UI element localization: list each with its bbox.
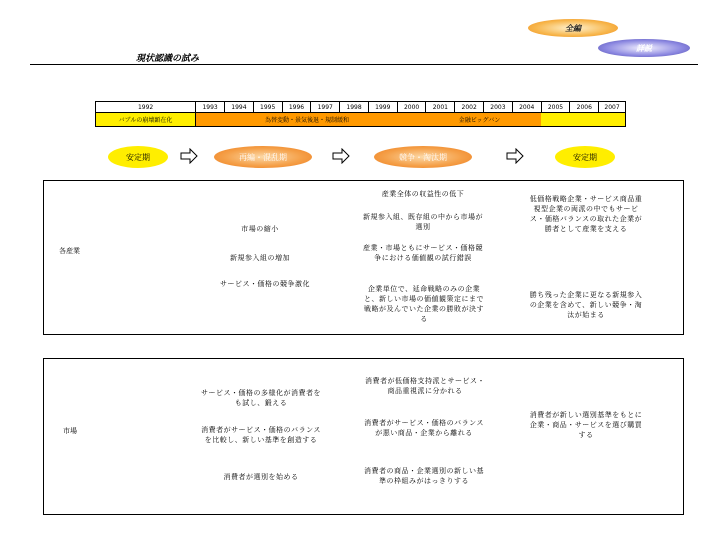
industry-col2-item: サービス・価格の競争激化	[220, 280, 310, 288]
band-shock: 為替変動・景気後退・規制緩和	[196, 113, 418, 126]
market-label: 市場	[63, 427, 77, 435]
all-edition-label: 全編	[565, 23, 581, 33]
phase-stable-2: 安定期	[555, 146, 615, 168]
market-col3-item: 消費者が低価格支持派とサービス・商品重視派に分かれる	[365, 377, 485, 395]
industry-col4-item: 低価格戦略企業・サービス商品重視型企業の両派の中でもサービス・価格バランスの取れた企業が勝者として産業を支える	[529, 195, 643, 233]
phase-stable-1: 安定期	[108, 146, 168, 168]
year-cell: 1993	[195, 102, 224, 112]
phase-reorg: 再編・混乱期	[214, 146, 312, 168]
title-divider	[30, 64, 698, 65]
page-title: 現状認識の試み	[136, 54, 200, 64]
year-cell: 1995	[253, 102, 282, 112]
year-cell: 1998	[339, 102, 368, 112]
detail-label: 詳説	[636, 43, 652, 53]
market-col2-item: サービス・価格の多様化が消費者をも試し、鍛える	[201, 389, 321, 407]
arrow-right-icon	[506, 148, 524, 164]
year-cell: 2001	[425, 102, 454, 112]
year-cell: 2003	[483, 102, 512, 112]
market-col2-item: 消費者が選別を始める	[223, 473, 299, 481]
industry-col3-item: 産業全体の収益性の低下	[381, 190, 465, 198]
year-cell: 1994	[224, 102, 253, 112]
band-bubble: バブルの崩壊顕在化	[96, 113, 196, 126]
phase-competition: 競争・淘汰期	[374, 146, 472, 168]
industry-col3-item: 新規参入組、既存組の中から市場が選別	[363, 213, 483, 231]
industry-col3-item: 産業・市場ともにサービス・価格競争における価値観の試行錯誤	[363, 244, 483, 262]
band-end	[541, 113, 625, 126]
year-cell: 1996	[282, 102, 311, 112]
year-cell: 2005	[541, 102, 570, 112]
year-cell: 1999	[368, 102, 397, 112]
year-cell: 2002	[454, 102, 483, 112]
market-col2-item: 消費者がサービス・価格のバランスを比較し、新しい基準を創造する	[201, 426, 321, 444]
all-edition-badge[interactable]	[528, 19, 618, 37]
year-cell: 1997	[310, 102, 339, 112]
market-col3-item: 消費者の商品・企業選別の新しい基準の枠組みがはっきりする	[364, 467, 484, 485]
year-cell: 2004	[512, 102, 541, 112]
band-bigbang: 金融ビッグバン	[418, 113, 541, 126]
industry-col2-item: 市場の縮小	[241, 225, 279, 233]
year-cell: 2000	[397, 102, 426, 112]
industry-col4-item: 勝ち残った企業に更なる新規参入の企業を含めて、新しい競争・淘汰が始まる	[529, 291, 643, 319]
arrow-right-icon	[180, 148, 198, 164]
industry-label: 各産業	[59, 247, 80, 255]
timeline-years	[95, 101, 626, 113]
detail-badge[interactable]	[598, 39, 690, 57]
year-cell: 2006	[569, 102, 598, 112]
year-cell: 1992	[137, 103, 154, 111]
timeline-bands	[95, 113, 626, 127]
industry-col2-item: 新規参入組の増加	[230, 254, 290, 262]
industry-col3-item: 企業単位で、延命戦略のみの企業と、新しい市場の価値観策定にまで戦略が及んでいた企業の勝敗が決する	[364, 285, 484, 323]
market-col4-item: 消費者が新しい選別基準をもとに企業・商品・サービスを選び購買する	[529, 411, 643, 439]
arrow-right-icon	[332, 148, 350, 164]
market-col3-item: 消費者がサービス・価格のバランスが悪い商品・企業から離れる	[364, 419, 484, 437]
year-cell: 2007	[598, 102, 625, 112]
